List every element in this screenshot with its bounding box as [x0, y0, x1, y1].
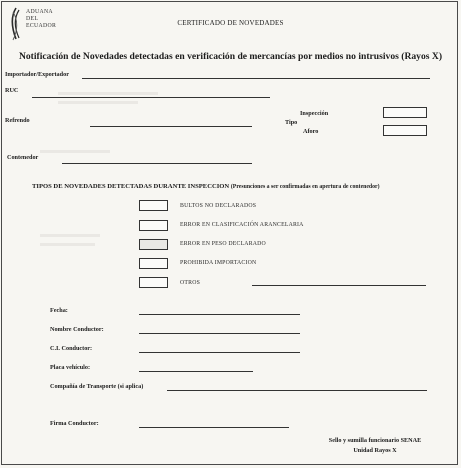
novedad-checkbox[interactable] — [139, 200, 168, 211]
bleed-through-mark — [58, 92, 158, 95]
tipo-label: Tipo — [285, 119, 298, 126]
document-subtitle: Notificación de Novedades detectadas en verificación de mercancías por medios no intrusivos (Rayos X) — [18, 51, 443, 62]
aforo-label: Aforo — [303, 128, 319, 135]
inspeccion-label: Inspección — [300, 110, 329, 117]
ci-conductor-field[interactable] — [139, 352, 300, 353]
otros-field[interactable] — [252, 285, 426, 286]
compania-label: Compañía de Transporte (si aplica) — [50, 383, 144, 390]
form-border — [1, 1, 458, 465]
bleed-through-mark — [40, 243, 95, 246]
bleed-through-mark — [58, 101, 138, 104]
contenedor-field[interactable] — [62, 163, 252, 164]
novedad-option-label: PROHIBIDA IMPORTACION — [180, 260, 257, 266]
fecha-label: Fecha: — [50, 307, 68, 314]
firma-conductor-field[interactable] — [139, 427, 289, 428]
bleed-through-mark — [40, 150, 110, 153]
compania-field[interactable] — [167, 390, 427, 391]
bleed-through-mark — [40, 234, 100, 237]
firma-conductor-label: Firma Conductor: — [50, 420, 99, 427]
novedad-checkbox[interactable] — [139, 277, 168, 288]
logo-line: ADUANA — [26, 9, 53, 15]
fecha-field[interactable] — [139, 314, 300, 315]
logo-line: ECUADOR — [26, 23, 57, 29]
refrendo-label: Refrendo — [5, 117, 30, 124]
contenedor-label: Contenedor — [7, 154, 39, 161]
novedad-checkbox[interactable] — [139, 220, 168, 231]
ruc-label: RUC — [5, 87, 19, 94]
logo-line: DEL — [26, 16, 39, 22]
ci-conductor-label: C.I. Conductor: — [50, 345, 93, 352]
novedades-note: (Presunciones a ser confirmadas en apertura de contenedor) — [230, 184, 380, 190]
refrendo-field[interactable] — [90, 126, 252, 127]
nombre-conductor-label: Nombre Conductor: — [50, 326, 104, 333]
novedad-checkbox[interactable] — [139, 239, 168, 250]
novedad-option-label: ERROR EN CLASIFICACIÓN ARANCELARIA — [180, 222, 304, 228]
novedad-option-label: OTROS — [180, 280, 201, 286]
novedad-option-label: ERROR EN PESO DECLARADO — [180, 241, 266, 247]
placa-field[interactable] — [139, 371, 253, 372]
importador-field[interactable] — [82, 78, 430, 79]
inspeccion-checkbox[interactable] — [383, 107, 427, 118]
ruc-field[interactable] — [32, 97, 270, 98]
document-title: CERTIFICADO DE NOVEDADES — [177, 19, 284, 27]
novedad-option-label: BULTOS NO DECLARADOS — [180, 203, 257, 209]
placa-label: Placa vehículo: — [50, 364, 91, 371]
importador-label: Importador/Exportador — [5, 71, 69, 78]
novedades-title: TIPOS DE NOVEDADES DETECTADAS DURANTE INSPECCION — [32, 183, 230, 190]
senae-stamp-label: Sello y sumilla funcionario SENAE — [328, 437, 422, 444]
aforo-checkbox[interactable] — [383, 125, 427, 136]
unidad-rayos-x-label: Unidad Rayos X — [353, 447, 397, 454]
novedades-section-title — [32, 183, 380, 190]
novedad-checkbox[interactable] — [139, 258, 168, 269]
nombre-conductor-field[interactable] — [139, 333, 300, 334]
